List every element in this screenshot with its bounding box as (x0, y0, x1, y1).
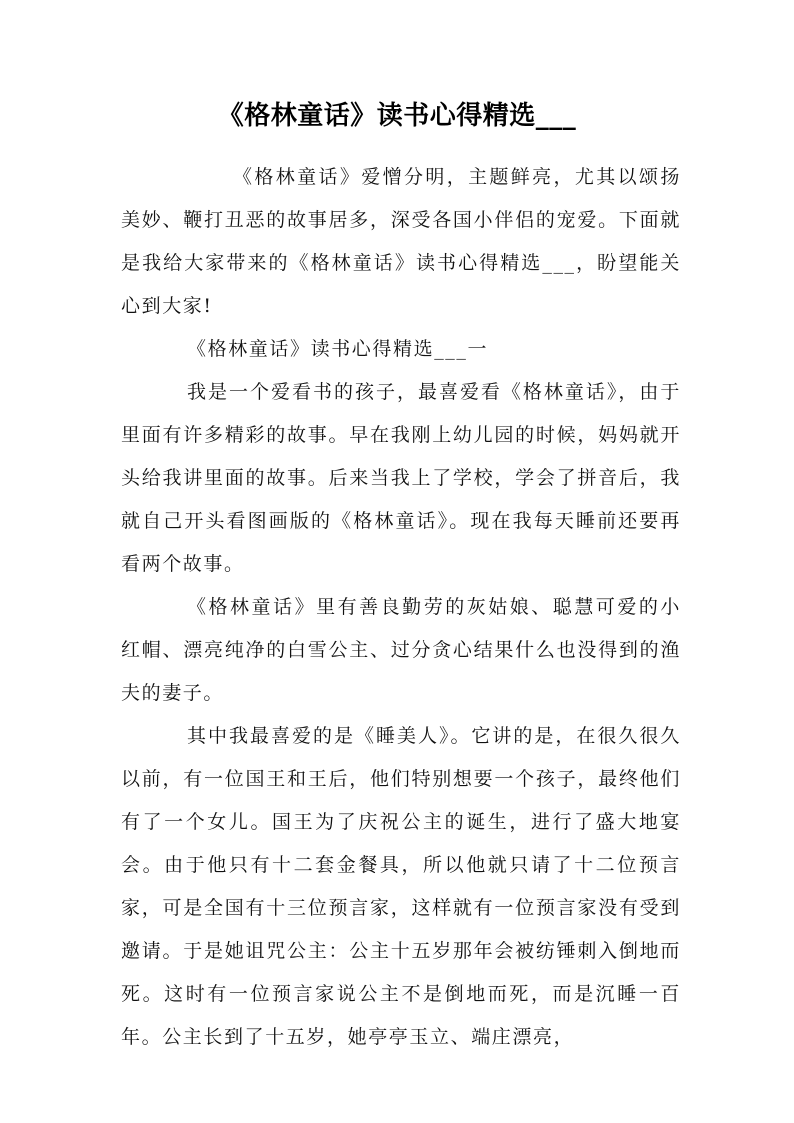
document-body (121, 156, 681, 1059)
body-paragraph: 其中我最喜爱的是《睡美人》。它讲的是，在很久很久以前，有一位国王和王后，他们特别想要一个孩子，最终他们有了一个女儿。国王为了庆祝公主的诞生，进行了盛大地宴会。由于他只有十二套金餐具，所以他就只请了十二位预言家，可是全国有十三位预言家，这样就有一位预言家没有受到邀请。于是她诅咒公主：公主十五岁那年会被纺锤刺入倒地而死。这时有一位预言家说公主不是倒地而死，而是沉睡一百年。公主长到了十五岁，她亭亭玉立、端庄漂亮， (121, 725, 681, 1048)
intro-paragraph: 《格林童话》爱憎分明，主题鲜亮，尤其以颂扬美妙、鞭打丑恶的故事居多，深受各国小伴侣的宠爱。下面就是我给大家带来的《格林童话》读书心得精选___，盼望能关心到大家! (121, 166, 681, 317)
body-paragraph: 我是一个爱看书的孩子，最喜爱看《格林童话》，由于里面有许多精彩的故事。早在我刚上幼儿园的时候，妈妈就开头给我讲里面的故事。后来当我上了学校，学会了拼音后，我就自己开头看图画版的《格林童话》。现在我每天睡前还要再看两个故事。 (121, 381, 681, 575)
body-paragraph: 《格林童话》里有善良勤劳的灰姑娘、聪慧可爱的小红帽、漂亮纯净的白雪公主、过分贪心结果什么也没得到的渔夫的妻子。 (121, 596, 681, 704)
document-title: 《格林童话》读书心得精选___ (217, 101, 577, 131)
section-heading: 《格林童话》读书心得精选___一 (187, 338, 489, 360)
